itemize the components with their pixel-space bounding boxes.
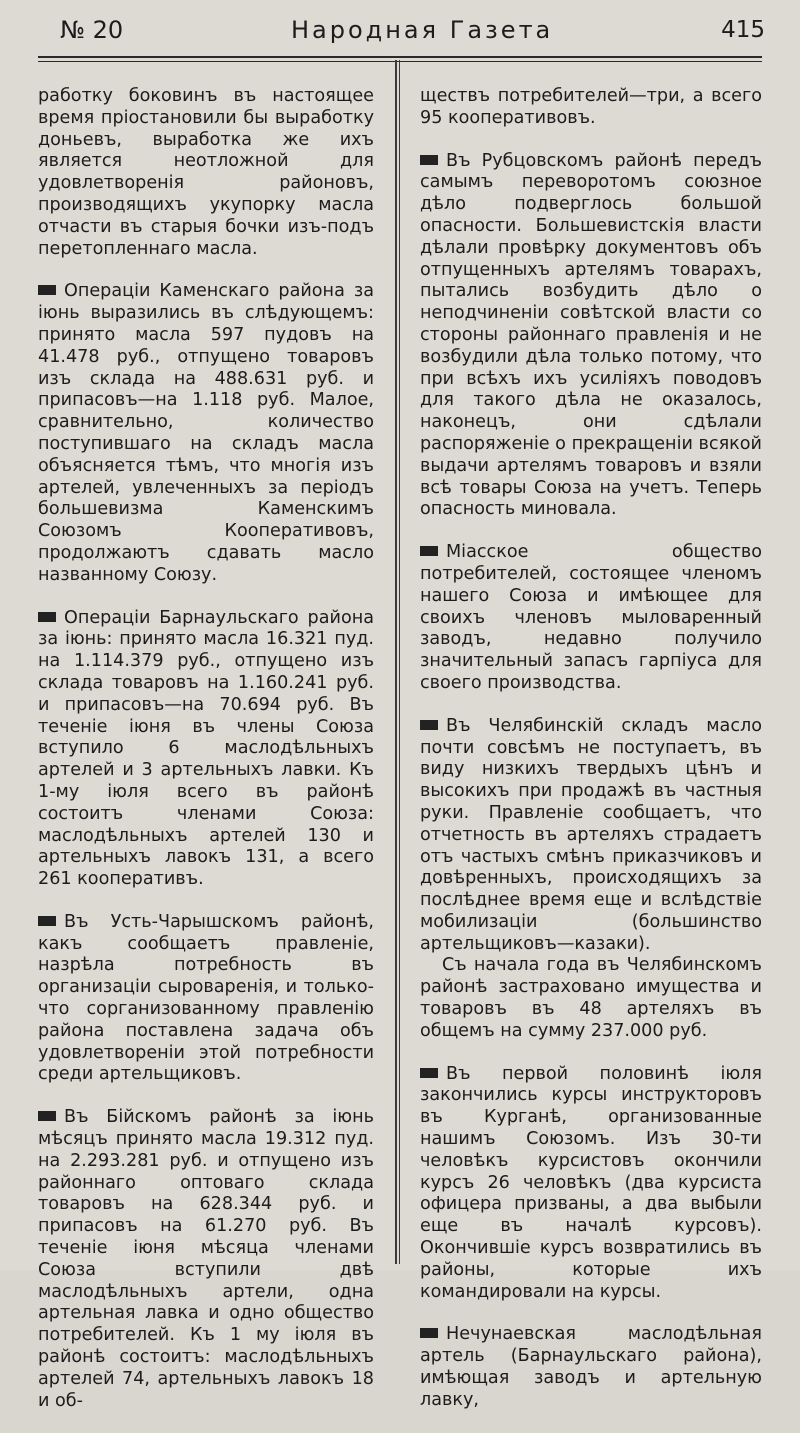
issue-number: № 20	[60, 16, 124, 44]
article-paragraph: Операціи Каменскаго района за іюнь выразились въ слѣдующемъ: принято масла 597 пудовъ на 41.478 руб., отпущено товаровъ изъ склада на 488.631 руб. и припасовъ—на 1.118 руб. Малое, сравнительно, количество поступившаго на складъ масла объясняется тѣмъ, что многія изъ артелей, увлеченныхъ за періодъ большевизма Каменскимъ Союзомъ Кооперативовъ, продолжаютъ сдавать масло названному Союзу.	[38, 281, 374, 585]
bullet-marker-icon	[38, 916, 56, 926]
bullet-marker-icon	[38, 1111, 56, 1121]
page-number: 415	[721, 17, 765, 43]
article-paragraph: Въ первой половинѣ іюля закончились курсы инструкторовъ въ Курганѣ, организованные нашимъ Союзомъ. Изъ 30-ти человѣкъ курсистовъ окончили курсъ 26 человѣкъ (два курсиста офицера призваны, а два выбыли еще въ началѣ курсовъ). Окончившіе курсъ возвратились въ районы, которые ихъ командировали на курсы.	[420, 1063, 762, 1302]
left-column	[38, 86, 374, 1433]
header-rule-thin	[38, 61, 762, 62]
bullet-marker-icon	[38, 285, 56, 295]
bullet-marker-icon	[38, 612, 56, 622]
column-divider-thin	[399, 60, 400, 1264]
article-paragraph: Въ Рубцовскомъ районѣ передъ самымъ переворотомъ союзное дѣло подверглось большой опасности. Большевистскія власти дѣлали провѣрку документовъ объ отпущенныхъ артелямъ товарахъ, пытались возбудить дѣло о неподчиненіи совѣтской власти со стороны районнаго правленія и не возбудили дѣла только потому, что при всѣхъ ихъ усиліяхъ поводовъ для такого дѣла не оказалось, наконецъ, они сдѣлали распоряженіе о прекращеніи всякой выдачи артелямъ товаровъ и взяли всѣ товары Союза на учетъ. Теперь опасность миновала.	[420, 150, 762, 520]
article-paragraph: Въ Усть-Чарышскомъ районѣ, какъ сообщаетъ правленіе, назрѣла потребность въ организаціи сыроваренія, и только-что сорганизованному правленію района поставлена задача объ удовлетвореніи этой потребности среди артельщиковъ.	[38, 911, 374, 1085]
page-header	[60, 10, 765, 50]
bullet-marker-icon	[420, 1328, 438, 1338]
article-paragraph: работку боковинъ въ настоящее время пріостановили бы выработку доньевъ, выработка же ихъ является неотложной для удовлетворенія районовъ, производящихъ укупорку масла отчасти въ старыя бочки изъ-подъ перетопленнаго масла.	[38, 86, 374, 259]
article-paragraph: Въ Челябинскій складъ масло почти совсѣмъ не поступаетъ, въ виду низкихъ твердыхъ цѣнъ и высокихъ при продажѣ въ частныя руки. Правленіе сообщаетъ, что отчетность въ артеляхъ страдаетъ отъ частыхъ смѣнъ приказчиковъ и довѣренныхъ, происходящихъ за послѣднее время еще и вслѣдствіе мобилизаціи (большинство артельщиковъ—казаки).	[420, 715, 762, 954]
bullet-marker-icon	[420, 546, 438, 556]
bullet-marker-icon	[420, 720, 438, 730]
article-paragraph: Міасское общество потребителей, состоящее членомъ нашего Союза и имѣющее для своихъ членовъ мыловаренный заводъ, недавно получило значительный запасъ гарпіуса для своего производства.	[420, 542, 762, 693]
right-column	[420, 86, 762, 1433]
article-paragraph: Съ начала года въ Челябинскомъ районѣ застраховано имущества и товаровъ въ 48 артеляхъ въ общемъ на сумму 237.000 руб.	[420, 955, 762, 1041]
newspaper-title: Народная Газета	[290, 16, 554, 44]
article-paragraph: ществъ потребителей—три, а всего 95 кооперативовъ.	[420, 86, 762, 128]
article-paragraph: Въ Бійскомъ районѣ за іюнь мѣсяцъ принято масла 19.312 пуд. на 2.293.281 руб. и отпущено изъ районнаго оптоваго склада товаровъ на 628.344 руб. и припасовъ на 61.270 руб. Въ теченіе іюня мѣсяца членами Союза вступили двѣ маслодѣльныхъ артели, одна артельная лавка и одно общество потребителей. Къ 1 му іюля въ районѣ состоитъ: маслодѣльныхъ артелей 74, артельныхъ лавокъ 18 и об-	[38, 1107, 374, 1411]
article-paragraph: Операціи Барнаульскаго района за іюнь: принято масла 16.321 пуд. на 1.114.379 руб., отпущено изъ склада товаровъ на 1.160.241 руб. и припасовъ—на 70.694 руб. Въ теченіе іюня въ члены Союза вступило 6 маслодѣльныхъ артелей и 3 артельныхъ лавки. Къ 1-му іюля всего въ районѣ состоитъ членами Союза: маслодѣльныхъ артелей 130 и артельныхъ лавокъ 131, а всего 261 кооперативъ.	[38, 607, 374, 890]
header-rule	[38, 56, 762, 58]
bullet-marker-icon	[420, 155, 438, 165]
bullet-marker-icon	[420, 1068, 438, 1078]
column-divider	[395, 60, 397, 1264]
article-paragraph: Нечунаевская маслодѣльная артель (Барнаульскаго района), имѣющая заводъ и артельную лавку,	[420, 1324, 762, 1410]
